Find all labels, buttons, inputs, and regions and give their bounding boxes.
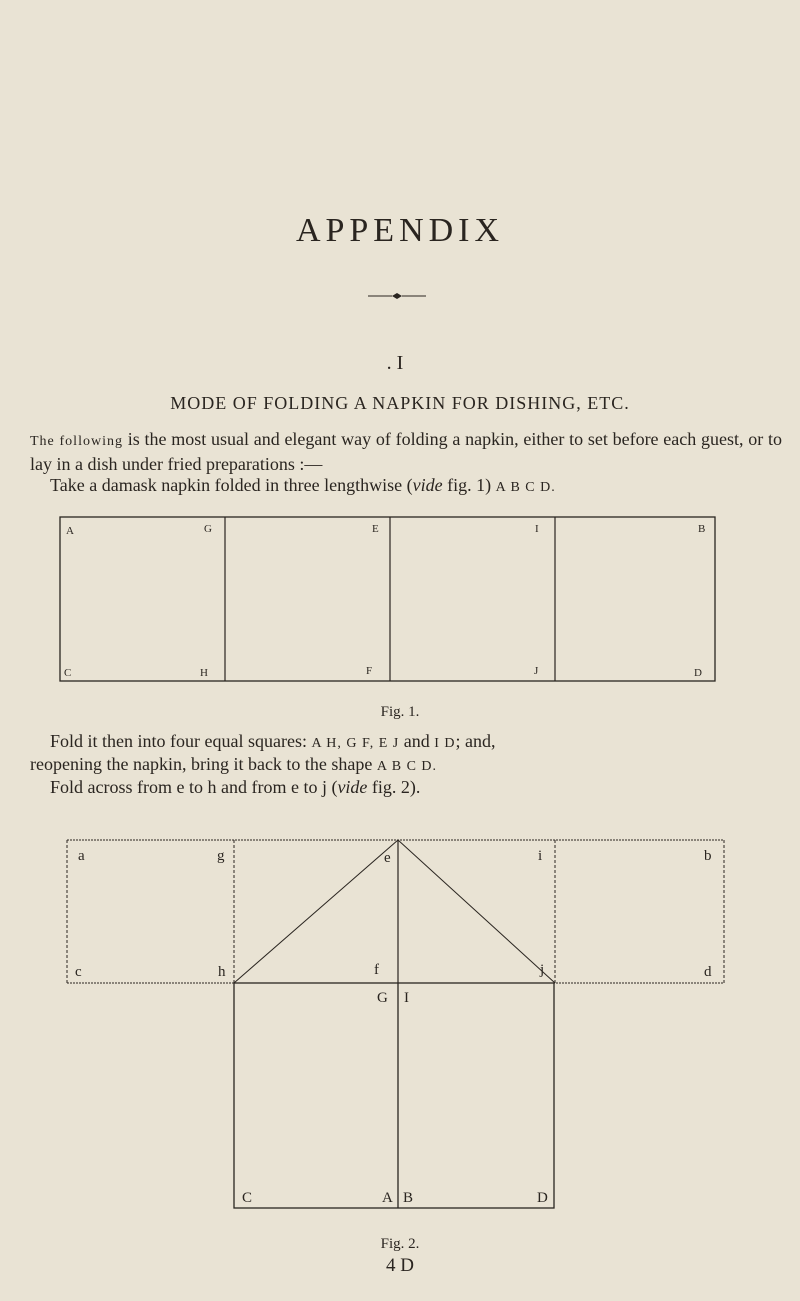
fig2-diagonal-ej xyxy=(398,840,555,983)
fig2-label-i: i xyxy=(538,848,543,864)
fig2-label-h: h xyxy=(218,964,226,980)
fig2-label-c: c xyxy=(75,964,82,980)
p2-text: Take a damask napkin folded in three lengthwise ( xyxy=(50,475,413,495)
fig2-label-g: g xyxy=(217,848,225,864)
fig1-label-J: J xyxy=(534,665,539,677)
fig2-label-a: a xyxy=(78,848,85,864)
appendix-heading: APPENDIX xyxy=(295,212,505,249)
paragraph-intro-text: is the most usual and elegant way of folding a napkin, either to set before each guest, or to lay in a dish under fried preparations :— xyxy=(30,429,782,474)
fig2-label-e: e xyxy=(384,850,391,866)
fig1-label-D: D xyxy=(694,667,702,679)
figure-2-caption: Fig. 2. xyxy=(380,1236,420,1252)
p5-vide: vide xyxy=(337,777,368,797)
fig2-label-d: d xyxy=(704,964,712,980)
p3-text: Fold it then into four equal squares: xyxy=(50,731,312,751)
fig2-label-I: I xyxy=(404,990,409,1006)
p5-tail: fig. 2). xyxy=(367,777,421,797)
fig1-label-C: C xyxy=(64,667,72,679)
p4-letters: A B C D. xyxy=(376,759,438,774)
p2-letters: A B C D. xyxy=(495,480,556,495)
fig2-label-G: G xyxy=(377,990,388,1006)
fig1-label-H: H xyxy=(200,667,208,679)
p2-vide: vide xyxy=(412,475,443,495)
figure-1-caption: Fig. 1. xyxy=(380,704,420,720)
fig2-label-b: b xyxy=(704,848,712,864)
fig2-bottom-square xyxy=(234,983,554,1208)
p3-letters: A H, G F, E J xyxy=(311,736,400,751)
fig2-label-C: C xyxy=(242,1190,253,1206)
fig1-label-E: E xyxy=(372,523,379,535)
p3-tail: ; and, xyxy=(455,731,496,751)
p3-letters-2: I D xyxy=(434,736,456,751)
fig2-label-j: j xyxy=(540,962,545,978)
fig2-label-D: D xyxy=(537,1190,548,1206)
fig2-label-f: f xyxy=(374,962,379,978)
fig2-label-A: A xyxy=(382,1190,393,1206)
p3-and: and xyxy=(399,731,435,751)
p5-text: Fold across from e to h and from e to j ( xyxy=(50,777,338,797)
p4-text: reopening the napkin, bring it back to the shape xyxy=(30,754,377,774)
fig1-label-G: G xyxy=(204,523,212,535)
section-title: MODE OF FOLDING A NAPKIN FOR DISHING, ETC. xyxy=(170,393,630,413)
fig1-label-I: I xyxy=(535,523,539,535)
page-signature: 4 D xyxy=(386,1255,414,1276)
paragraph-lead-smallcaps: The following xyxy=(30,434,123,449)
fig2-label-B: B xyxy=(403,1190,414,1206)
fig1-label-B: B xyxy=(698,523,706,535)
fig1-label-A: A xyxy=(66,525,74,537)
fig1-label-F: F xyxy=(366,665,373,677)
p2-tail: fig. 1) xyxy=(442,475,496,495)
section-number: . I xyxy=(386,352,404,374)
